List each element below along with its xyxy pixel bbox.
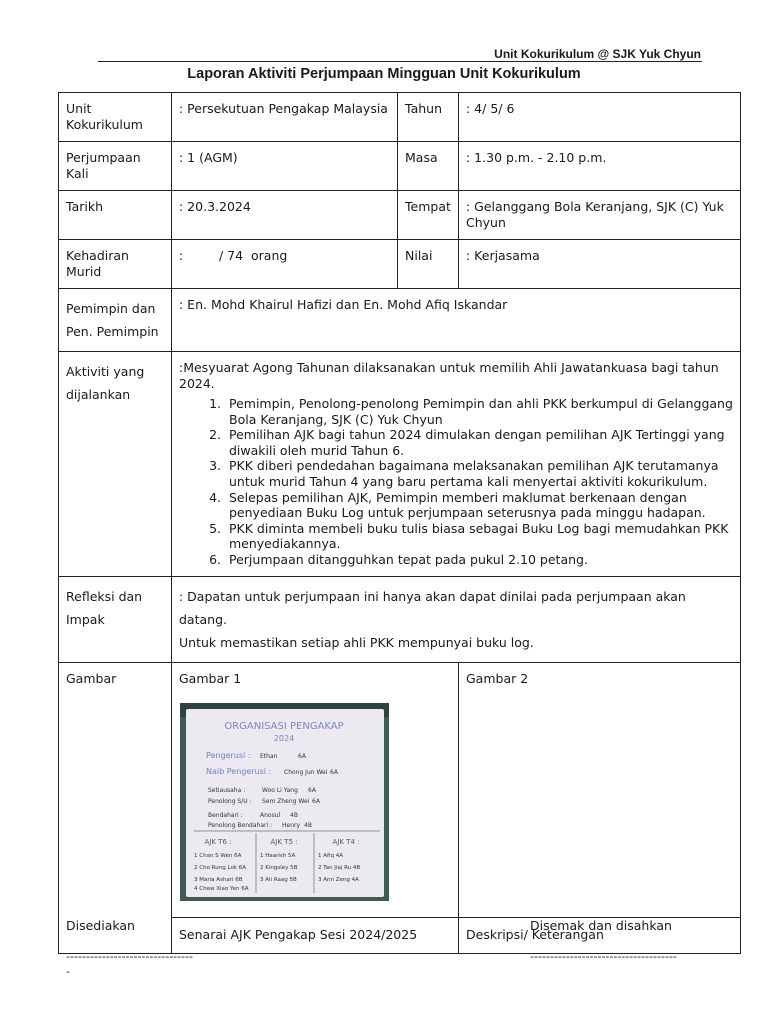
list-item: 4. Selepas pemilihan AJK, Pemimpin memberi maklumat berkenaan dengan penyediaan Buku Log untuk perjumpaan seterusnya pada minggu hadapan. [225, 490, 733, 521]
report-title: Laporan Aktiviti Perjumpaan Mingguan Unit Kokurikulum [187, 66, 581, 82]
kali-label: Perjumpaan Kali [59, 142, 172, 191]
refleksi-line2: Untuk memastikan setiap ahli PKK mempunyai buku log. [179, 634, 534, 650]
poster-ajk-name: 3 Ann Zeng 4A [318, 876, 359, 883]
poster-class: 6A [312, 797, 320, 805]
poster-ajk-head: AJK T6 : [204, 837, 232, 846]
gambar-1-label: Gambar 1 [179, 670, 242, 686]
poster-class: 6A [298, 752, 306, 760]
poster-ajk-name: 2 Cho Rung Lok 6A [194, 864, 247, 871]
list-item: 5. PKK diminta membeli buku tulis biasa sebagai Buku Log bagi memudahkan PKK menyediakannya. [225, 521, 733, 552]
pemimpin-label [59, 289, 172, 352]
row-kali [59, 142, 741, 191]
report-table [58, 92, 741, 954]
refleksi-label-line2: Impak [66, 611, 105, 627]
unit-label: Unit Kokurikulum [59, 93, 172, 142]
gambar-label: Gambar [59, 662, 172, 953]
poster-ajk-head: AJK T4 : [332, 837, 360, 846]
pemimpin-value: : En. Mohd Khairul Hafizi dan En. Mohd Afiq Iskandar [172, 289, 741, 352]
aktiviti-label-line2: dijalankan [66, 387, 131, 402]
refleksi-content [172, 576, 741, 662]
poster-role: Naib Pengerusi : [206, 766, 272, 776]
unit-value: : Persekutuan Pengakap Malaysia [172, 93, 398, 142]
poster-ajk-head: AJK T5 : [270, 837, 298, 846]
row-unit [59, 93, 741, 142]
tahun-value: : 4/ 5/ 6 [459, 93, 741, 142]
nilai-value: : Kerjasama [459, 240, 741, 289]
list-item: 2. Pemilihan AJK bagi tahun 2024 dimulakan dengan pemilihan AJK Tertinggi yang diwakili oleh murid Tahun 6. [225, 427, 733, 458]
gambar-2-caption: Deskripsi/ Keterangan [459, 917, 741, 953]
row-refleksi [59, 576, 741, 662]
masa-value: : 1.30 p.m. - 2.10 p.m. [459, 142, 741, 191]
signature-line-right: ------------------------------------- [530, 950, 677, 963]
nilai-label: Nilai [398, 240, 459, 289]
poster-role: Penolong S/U : [208, 797, 252, 805]
tarikh-value: : 20.3.2024 [172, 191, 398, 240]
poster-role: Pengerusi : [206, 750, 251, 760]
pemimpin-label-line1: Pemimpin dan [66, 301, 156, 316]
aktiviti-content [172, 352, 741, 577]
disemak-label: Disemak dan disahkan [530, 918, 672, 933]
poster-class: 6A [308, 786, 316, 794]
aktiviti-label-line1: Aktiviti yang [66, 364, 145, 379]
tarikh-label: Tarikh [59, 191, 172, 240]
row-kehadiran [59, 240, 741, 289]
disediakan-label: Disediakan [66, 918, 135, 933]
poster-name: Ethan [260, 752, 278, 760]
poster-heading: ORGANISASI PENGAKAP [224, 720, 344, 732]
poster-ajk-name: 2 Kingsley 5B [260, 864, 298, 871]
poster-ajk-name: 1 Chan S Wen 6A [194, 852, 242, 859]
poster-ajk-name: 2 Tan Jiaj Ru 4B [318, 864, 361, 871]
row-aktiviti [59, 352, 741, 577]
gambar-2-cell: Gambar 2 [459, 662, 741, 917]
row-pemimpin [59, 289, 741, 352]
tempat-label: Tempat [398, 191, 459, 240]
tahun-label: Tahun [398, 93, 459, 142]
poster-class: 6A [330, 768, 338, 776]
poster-name: Anosul [260, 811, 281, 819]
poster-ajk-name: 3 Ali Raag 5B [260, 876, 297, 883]
header-rule [98, 61, 702, 62]
row-gambar [59, 662, 741, 917]
poster-role: Penolong Bendahari : [208, 821, 273, 829]
poster-role: Bendahari : [208, 811, 243, 819]
signature-line-left-tail: - [66, 965, 70, 978]
signature-line-left: -------------------------------- [66, 950, 194, 963]
refleksi-label-line1: Refleksi dan [66, 588, 143, 604]
list-item: 6. Perjumpaan ditangguhkan tepat pada pukul 2.10 petang. [225, 552, 733, 568]
tempat-value: : Gelanggang Bola Keranjang, SJK (C) Yuk Chyun [459, 191, 741, 240]
aktiviti-label [59, 352, 172, 577]
aktiviti-intro: :Mesyuarat Agong Tahunan dilaksanakan untuk memilih Ahli Jawatankuasa bagi tahun 2024. [179, 360, 719, 391]
refleksi-label [59, 576, 172, 662]
poster-class: 4B [290, 811, 298, 819]
poster-name: Sem Zheng Wei [262, 797, 310, 805]
poster-ajk-name: 1 Haarish 5A [260, 852, 296, 859]
poster-ajk-name: 1 Afiq 4A [318, 852, 343, 859]
poster-name: Chong Jun Wei [284, 768, 328, 776]
poster-name: Woo Li Yang [262, 786, 298, 794]
poster-role: Setiausaha : [208, 786, 246, 794]
kali-value: : 1 (AGM) [172, 142, 398, 191]
ajk-poster-image [180, 703, 389, 901]
poster-year: 2024 [273, 733, 295, 743]
school-unit-label: Unit Kokurikulum @ SJK Yuk Chyun [494, 47, 701, 61]
pemimpin-label-line2: Pen. Pemimpin [66, 324, 159, 339]
kehadiran-value: : / 74 orang [172, 240, 398, 289]
poster-ajk-name: 3 Maria Ashari 6B [194, 876, 243, 883]
masa-label: Masa [398, 142, 459, 191]
aktiviti-list [179, 396, 733, 568]
gambar-1-cell [172, 662, 459, 917]
poster-class: 4B [304, 821, 312, 829]
gambar-1-caption: Senarai AJK Pengakap Sesi 2024/2025 [172, 917, 459, 953]
poster-name: Henry [282, 821, 301, 829]
row-tarikh [59, 191, 741, 240]
list-item: 1. Pemimpin, Penolong-penolong Pemimpin dan ahli PKK berkumpul di Gelanggang Bola Keranjang, SJK (C) Yuk Chyun [225, 396, 733, 427]
refleksi-line1: : Dapatan untuk perjumpaan ini hanya akan dapat dinilai pada perjumpaan akan datang. [179, 588, 686, 627]
kehadiran-label: Kehadiran Murid [59, 240, 172, 289]
poster-ajk-name: 4 Chew Xiao Yen 6A [194, 885, 249, 892]
ajk-poster-photo [180, 703, 389, 901]
list-item: 3. PKK diberi pendedahan bagaimana melaksanakan pemilihan AJK terutamanya untuk murid Tahun 4 yang baru pertama kali menyertai aktiviti kokurikulum. [225, 458, 733, 489]
